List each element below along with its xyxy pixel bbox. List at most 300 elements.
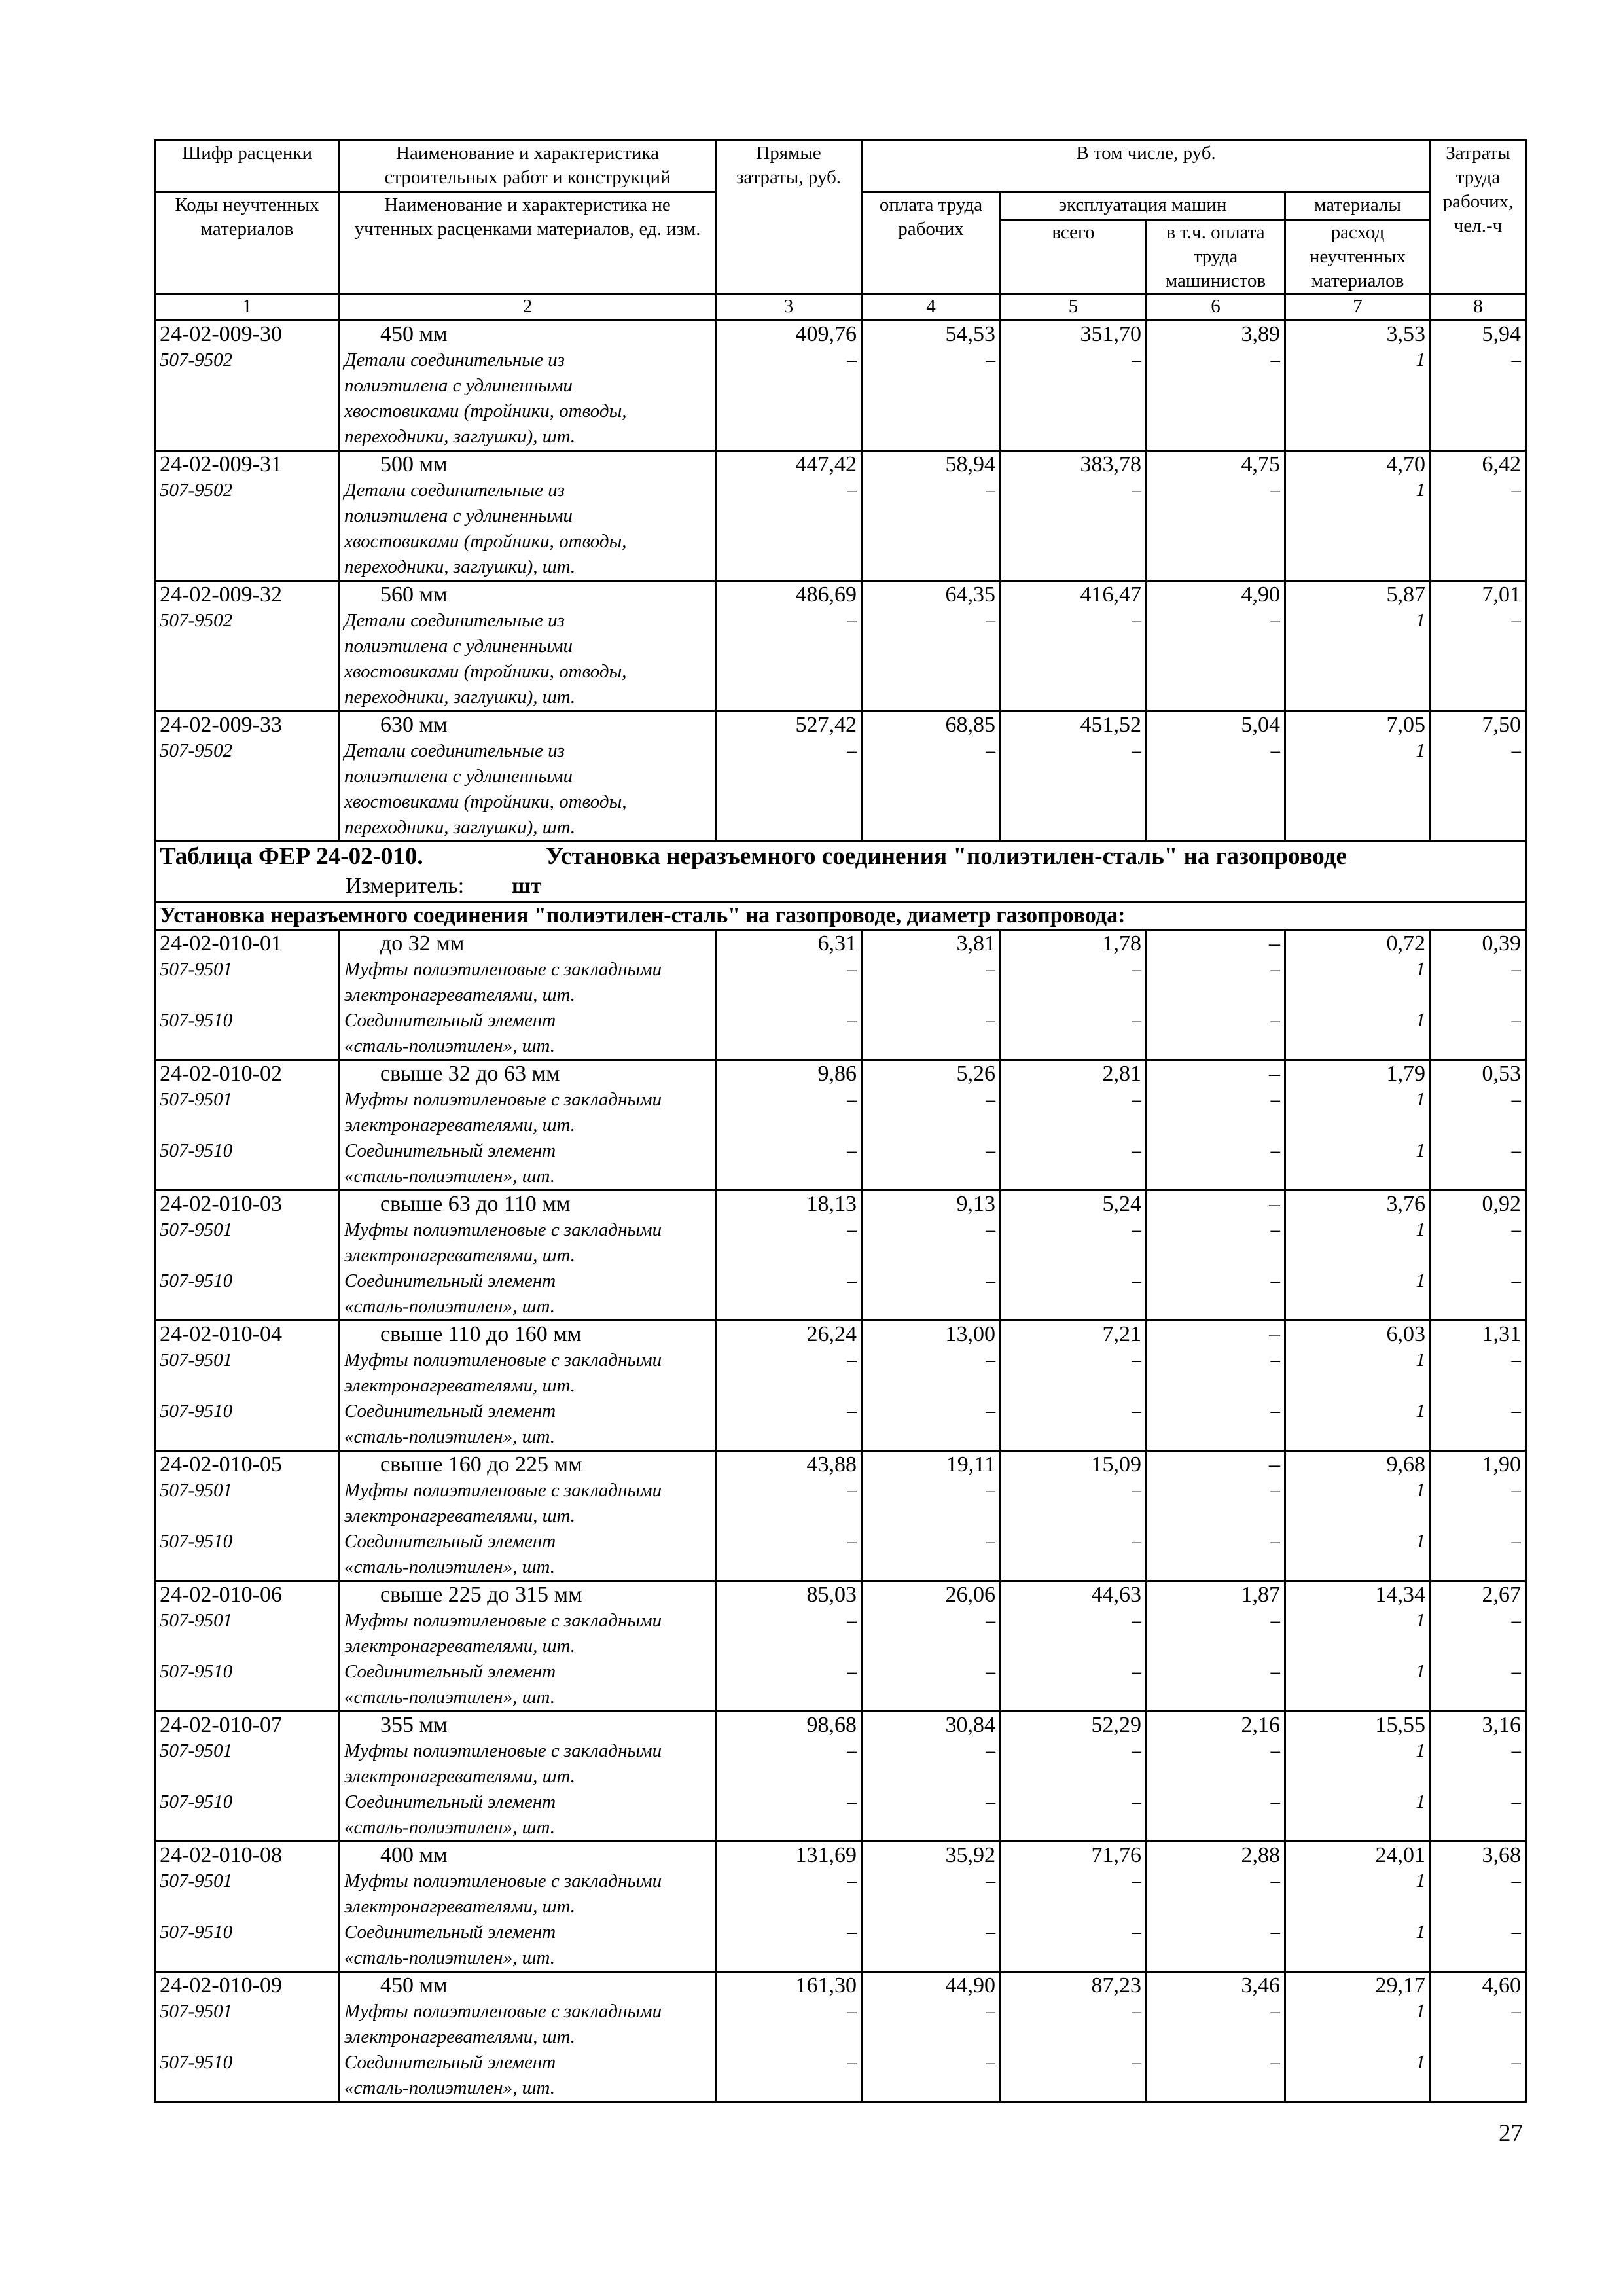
material-code: 507-9502 <box>160 740 233 761</box>
spacer <box>721 1894 857 1920</box>
value: 9,68 <box>1386 1452 1425 1477</box>
value-cell <box>1285 1842 1431 1972</box>
material-value: – <box>986 1922 995 1943</box>
table-id: Таблица ФЕР 24-02-010. <box>160 843 423 870</box>
material-value: – <box>847 1219 857 1240</box>
value: 44,90 <box>945 1973 995 1998</box>
header-machines-labor: в т.ч. оплата труда машинистов <box>1147 220 1285 295</box>
value: 44,63 <box>1091 1583 1141 1607</box>
material-value: 1 <box>1416 1661 1425 1682</box>
material-name: «сталь-полиэтилен», шт. <box>344 1817 556 1838</box>
material-name: «сталь-полиэтилен», шт. <box>344 1426 556 1447</box>
material-value: – <box>1511 2001 1521 2022</box>
material-value: – <box>1270 1791 1280 1812</box>
spacer <box>721 2024 857 2050</box>
value: 1,79 <box>1386 1062 1425 1086</box>
material-name: электронагревателями, шт. <box>344 1505 576 1526</box>
column-number: 7 <box>1285 295 1431 321</box>
value: 2,67 <box>1482 1583 1521 1607</box>
material-code: 507-9502 <box>160 480 233 501</box>
value-cell <box>1285 1321 1431 1451</box>
material-name: электронагревателями, шт. <box>344 1375 576 1396</box>
material-value: 1 <box>1416 1610 1425 1631</box>
material-value: – <box>1511 1350 1521 1371</box>
material-code: 507-9502 <box>160 350 233 370</box>
rate-code-cell <box>155 451 340 581</box>
value: 24,01 <box>1375 1843 1425 1867</box>
header-including: В том числе, руб. <box>862 141 1431 192</box>
material-name: хвостовиками (тройники, отводы, <box>344 791 627 812</box>
material-value: 1 <box>1416 1480 1425 1501</box>
material-value: – <box>847 740 857 761</box>
material-name: хвостовиками (тройники, отводы, <box>344 401 627 422</box>
spacer <box>1435 1373 1521 1399</box>
header-name: Наименование и характеристика строительных работ и конструкций <box>340 141 716 192</box>
material-value: – <box>1270 1480 1280 1501</box>
value-cell <box>1001 1712 1147 1842</box>
value: 0,92 <box>1482 1192 1521 1216</box>
material-value: – <box>986 1661 995 1682</box>
material-value: – <box>1132 610 1141 631</box>
material-value: – <box>1511 1270 1521 1291</box>
rates-table <box>154 139 1527 2103</box>
material-value: – <box>847 1140 857 1161</box>
value-cell <box>862 1321 1001 1451</box>
material-value: – <box>986 1010 995 1031</box>
material-name: «сталь-полиэтилен», шт. <box>344 1556 556 1577</box>
value: 3,76 <box>1386 1192 1425 1216</box>
value-cell <box>1001 1581 1147 1712</box>
material-value: 1 <box>1416 1140 1425 1161</box>
rate-code: 24-02-010-04 <box>160 1322 282 1346</box>
spacer <box>866 1503 995 1529</box>
value-cell <box>862 1451 1001 1581</box>
column-number: 2 <box>340 295 716 321</box>
material-name: «сталь-полиэтилен», шт. <box>344 2077 556 2098</box>
spacer <box>1151 1373 1280 1399</box>
material-name: Соединительный элемент <box>344 1531 556 1552</box>
rate-code-cell <box>155 1321 340 1451</box>
value: – <box>1269 1322 1280 1346</box>
spacer <box>866 1764 995 1789</box>
work-size: 450 мм <box>380 322 448 346</box>
value: 35,92 <box>945 1843 995 1867</box>
value: 161,30 <box>795 1973 857 1998</box>
spacer <box>1005 1764 1141 1789</box>
value-cell <box>716 1191 862 1321</box>
value-cell <box>1147 1321 1285 1451</box>
value: 383,78 <box>1080 452 1141 476</box>
value-cell <box>1285 711 1431 842</box>
spacer <box>1435 1894 1521 1920</box>
value: 7,50 <box>1482 713 1521 737</box>
work-name-cell <box>340 711 716 842</box>
material-value: – <box>1270 1610 1280 1631</box>
material-value: – <box>1132 1089 1141 1110</box>
value: 6,42 <box>1482 452 1521 476</box>
rate-code-cell <box>155 711 340 842</box>
value-cell <box>1431 711 1526 842</box>
material-value: – <box>986 1089 995 1110</box>
work-name-cell <box>340 1842 716 1972</box>
value-cell <box>1285 1972 1431 2102</box>
spacer <box>1435 982 1521 1008</box>
value: 447,42 <box>795 452 857 476</box>
value-cell <box>1431 1451 1526 1581</box>
material-value: – <box>1511 1740 1521 1761</box>
spacer <box>1005 1894 1141 1920</box>
value: 98,68 <box>806 1713 857 1737</box>
page-number: 27 <box>1499 2120 1523 2147</box>
rate-code-cell <box>155 1451 340 1581</box>
value-cell <box>1285 581 1431 711</box>
column-number: 6 <box>1147 295 1285 321</box>
material-value: – <box>1132 1140 1141 1161</box>
value: 13,00 <box>945 1322 995 1346</box>
value: 4,70 <box>1386 452 1425 476</box>
spacer <box>866 1894 995 1920</box>
material-name: электронагревателями, шт. <box>344 1245 576 1266</box>
material-value: – <box>1132 1791 1141 1812</box>
value: 3,81 <box>956 931 995 956</box>
material-name: электронагревателями, шт. <box>344 1636 576 1657</box>
value-cell <box>1001 1451 1147 1581</box>
work-name-cell <box>340 1581 716 1712</box>
value-cell <box>1001 1191 1147 1321</box>
value-cell <box>862 930 1001 1060</box>
material-value: – <box>847 480 857 501</box>
rate-code: 24-02-010-08 <box>160 1843 282 1867</box>
material-name: переходники, заглушки), шт. <box>344 426 576 447</box>
material-name: Соединительный элемент <box>344 1922 556 1943</box>
work-size: свыше 160 до 225 мм <box>380 1452 582 1477</box>
work-size: до 32 мм <box>380 931 465 956</box>
spacer <box>160 1373 334 1399</box>
material-value: – <box>1270 1922 1280 1943</box>
header-codes2: Коды неучтенных материалов <box>155 192 340 295</box>
column-number: 3 <box>716 295 862 321</box>
material-value: – <box>986 1740 995 1761</box>
value: 43,88 <box>806 1452 857 1477</box>
value-cell <box>1001 321 1147 451</box>
value: 30,84 <box>945 1713 995 1737</box>
rate-code: 24-02-009-31 <box>160 452 282 476</box>
spacer <box>1290 1373 1425 1399</box>
material-name: «сталь-полиэтилен», шт. <box>344 1035 556 1056</box>
material-code: 507-9510 <box>160 1531 233 1552</box>
material-name: Соединительный элемент <box>344 1401 556 1422</box>
material-name: полиэтилена с удлиненными <box>344 636 573 656</box>
material-name: электронагревателями, шт. <box>344 1766 576 1787</box>
material-value: – <box>1132 1922 1141 1943</box>
material-value: – <box>1132 1219 1141 1240</box>
rate-code-cell <box>155 1842 340 1972</box>
spacer <box>1290 1243 1425 1268</box>
value-cell <box>1431 1842 1526 1972</box>
spacer <box>1435 1634 1521 1659</box>
material-value: – <box>986 1531 995 1552</box>
material-value: – <box>1511 350 1521 370</box>
spacer <box>1151 1503 1280 1529</box>
material-name: Соединительный элемент <box>344 1270 556 1291</box>
material-value: – <box>847 959 857 980</box>
value-cell <box>1147 581 1285 711</box>
value-cell <box>1431 1712 1526 1842</box>
value-cell <box>1001 451 1147 581</box>
material-value: – <box>1511 1791 1521 1812</box>
rate-code: 24-02-009-30 <box>160 322 282 346</box>
value: 5,24 <box>1102 1192 1141 1216</box>
spacer <box>721 1113 857 1138</box>
material-name: «сталь-полиэтилен», шт. <box>344 1296 556 1317</box>
material-value: – <box>986 2001 995 2022</box>
value-cell <box>716 581 862 711</box>
spacer <box>1151 1894 1280 1920</box>
spacer <box>1151 1634 1280 1659</box>
material-code: 507-9501 <box>160 1219 233 1240</box>
spacer <box>866 1634 995 1659</box>
work-size: 450 мм <box>380 1973 448 1998</box>
material-name: «сталь-полиэтилен», шт. <box>344 1687 556 1708</box>
value-cell <box>862 321 1001 451</box>
value-cell <box>862 1842 1001 1972</box>
material-value: – <box>986 1480 995 1501</box>
spacer <box>1435 1113 1521 1138</box>
material-value: – <box>1511 1922 1521 1943</box>
value-cell <box>1001 711 1147 842</box>
rate-code: 24-02-010-03 <box>160 1192 282 1216</box>
value-cell <box>862 1972 1001 2102</box>
spacer <box>1290 1113 1425 1138</box>
table-row <box>155 711 1526 842</box>
material-value: – <box>986 1270 995 1291</box>
rate-code: 24-02-010-05 <box>160 1452 282 1477</box>
header-materials-use: расход неучтенных материалов <box>1285 220 1431 295</box>
spacer <box>1005 1634 1141 1659</box>
material-value: – <box>847 1531 857 1552</box>
material-value: – <box>1132 2052 1141 2073</box>
value-cell <box>1285 1451 1431 1581</box>
work-name-cell <box>340 451 716 581</box>
material-code: 507-9501 <box>160 2001 233 2022</box>
value-cell <box>1285 321 1431 451</box>
material-value: – <box>1270 480 1280 501</box>
value-cell <box>716 451 862 581</box>
material-name: переходники, заглушки), шт. <box>344 817 576 838</box>
spacer <box>1151 2024 1280 2050</box>
material-value: – <box>847 1740 857 1761</box>
material-value: – <box>986 1871 995 1892</box>
work-name-cell <box>340 321 716 451</box>
spacer <box>721 1243 857 1268</box>
header-materials: материалы <box>1285 192 1431 220</box>
material-value: – <box>1132 1740 1141 1761</box>
material-code: 507-9501 <box>160 1089 233 1110</box>
spacer <box>721 1764 857 1789</box>
material-code: 507-9510 <box>160 1791 233 1812</box>
material-value: 1 <box>1416 1791 1425 1812</box>
value: 2,88 <box>1241 1843 1280 1867</box>
material-value: – <box>1511 740 1521 761</box>
table-row <box>155 1712 1526 1842</box>
material-code: 507-9510 <box>160 1401 233 1422</box>
rate-code-cell <box>155 1191 340 1321</box>
material-value: 1 <box>1416 1531 1425 1552</box>
value: 3,68 <box>1482 1843 1521 1867</box>
material-value: 1 <box>1416 1401 1425 1422</box>
material-value: – <box>847 1871 857 1892</box>
value-cell <box>1001 1060 1147 1191</box>
value: 26,24 <box>806 1322 857 1346</box>
rate-code: 24-02-010-02 <box>160 1062 282 1086</box>
material-value: – <box>1132 1610 1141 1631</box>
value: 15,09 <box>1091 1452 1141 1477</box>
value-cell <box>1285 930 1431 1060</box>
material-code: 507-9501 <box>160 1610 233 1631</box>
material-code: 507-9502 <box>160 610 233 631</box>
material-value: – <box>1132 1531 1141 1552</box>
material-code: 507-9510 <box>160 2052 233 2073</box>
material-value: – <box>1270 1140 1280 1161</box>
header-machines-total: всего <box>1001 220 1147 295</box>
value: 71,76 <box>1091 1843 1141 1867</box>
value: 7,01 <box>1482 583 1521 607</box>
value: 9,86 <box>817 1062 857 1086</box>
material-value: – <box>847 1661 857 1682</box>
material-value: – <box>1270 2052 1280 2073</box>
work-name-cell <box>340 930 716 1060</box>
material-value: 1 <box>1416 1270 1425 1291</box>
material-value: 1 <box>1416 1010 1425 1031</box>
material-value: – <box>847 2001 857 2022</box>
table-row <box>155 1060 1526 1191</box>
material-value: – <box>1132 1871 1141 1892</box>
value: 131,69 <box>795 1843 857 1867</box>
table-title: Установка неразъемного соединения "полиэтилен-сталь" на газопроводе <box>546 843 1347 870</box>
value-cell <box>1147 1451 1285 1581</box>
value: 409,76 <box>795 322 857 346</box>
material-value: – <box>1270 1270 1280 1291</box>
header-machines: эксплуатация машин <box>1001 192 1285 220</box>
value-cell <box>1431 930 1526 1060</box>
value-cell <box>716 1321 862 1451</box>
spacer <box>1290 982 1425 1008</box>
material-value: – <box>1270 1089 1280 1110</box>
value-cell <box>1431 1191 1526 1321</box>
spacer <box>1435 1764 1521 1789</box>
spacer <box>160 1764 334 1789</box>
value: 3,46 <box>1241 1973 1280 1998</box>
value: 19,11 <box>946 1452 995 1477</box>
material-name: Муфты полиэтиленовые с закладными <box>344 2001 662 2022</box>
measure-value: шт <box>512 874 542 898</box>
value: 14,34 <box>1375 1583 1425 1607</box>
value-cell <box>1431 321 1526 451</box>
material-name: Муфты полиэтиленовые с закладными <box>344 1610 662 1631</box>
header-workers: Затраты труда рабочих, чел.-ч <box>1431 141 1526 295</box>
material-value: 1 <box>1416 1740 1425 1761</box>
value: 18,13 <box>806 1192 857 1216</box>
value: – <box>1269 1452 1280 1477</box>
material-value: 1 <box>1416 610 1425 631</box>
value: – <box>1269 1062 1280 1086</box>
material-name: Муфты полиэтиленовые с закладными <box>344 1089 662 1110</box>
material-value: – <box>1132 350 1141 370</box>
material-name: Муфты полиэтиленовые с закладными <box>344 1219 662 1240</box>
value: 3,16 <box>1482 1713 1521 1737</box>
material-code: 507-9501 <box>160 1740 233 1761</box>
rate-code-cell <box>155 930 340 1060</box>
material-value: – <box>1511 1871 1521 1892</box>
material-code: 507-9501 <box>160 1871 233 1892</box>
material-name: хвостовиками (тройники, отводы, <box>344 661 627 682</box>
work-name-cell <box>340 581 716 711</box>
table-row <box>155 1581 1526 1712</box>
value: 0,53 <box>1482 1062 1521 1086</box>
material-value: – <box>1270 2001 1280 2022</box>
table-row <box>155 1321 1526 1451</box>
material-value: – <box>1511 1089 1521 1110</box>
material-name: Детали соединительные из <box>344 350 565 370</box>
value: 87,23 <box>1091 1973 1141 1998</box>
material-code: 507-9510 <box>160 1010 233 1031</box>
value-cell <box>1001 930 1147 1060</box>
material-name: Соединительный элемент <box>344 1140 556 1161</box>
material-value: – <box>847 1791 857 1812</box>
material-value: – <box>1132 959 1141 980</box>
table-row <box>155 451 1526 581</box>
material-value: 1 <box>1416 2001 1425 2022</box>
material-value: – <box>1511 1219 1521 1240</box>
material-name: Детали соединительные из <box>344 610 565 631</box>
material-value: – <box>1270 740 1280 761</box>
material-name: Муфты полиэтиленовые с закладными <box>344 1740 662 1761</box>
work-name-cell <box>340 1451 716 1581</box>
spacer <box>1435 1503 1521 1529</box>
spacer <box>160 1634 334 1659</box>
spacer <box>866 2024 995 2050</box>
measure-line <box>160 871 1521 901</box>
material-value: – <box>986 610 995 631</box>
value-cell <box>1001 1842 1147 1972</box>
value: 52,29 <box>1091 1713 1141 1737</box>
value: 4,75 <box>1241 452 1280 476</box>
material-name: Муфты полиэтиленовые с закладными <box>344 959 662 980</box>
material-value: – <box>1511 1610 1521 1631</box>
value-cell <box>1431 1321 1526 1451</box>
material-value: 1 <box>1416 2052 1425 2073</box>
material-code: 507-9501 <box>160 959 233 980</box>
spacer <box>721 1503 857 1529</box>
value-cell <box>862 1191 1001 1321</box>
value-cell <box>716 1972 862 2102</box>
spacer <box>160 2024 334 2050</box>
material-value: – <box>986 2052 995 2073</box>
material-value: – <box>1270 1740 1280 1761</box>
rate-code-cell <box>155 581 340 711</box>
value: – <box>1269 931 1280 956</box>
material-name: Муфты полиэтиленовые с закладными <box>344 1350 662 1371</box>
header-name2: Наименование и характеристика не учтенных расценками материалов, ед. изм. <box>340 192 716 295</box>
spacer <box>1290 2024 1425 2050</box>
value-cell <box>1285 1712 1431 1842</box>
value: 1,78 <box>1102 931 1141 956</box>
material-value: – <box>986 480 995 501</box>
material-code: 507-9510 <box>160 1661 233 1682</box>
spacer <box>1005 2024 1141 2050</box>
value-cell <box>862 581 1001 711</box>
work-size: свыше 225 до 315 мм <box>380 1583 582 1607</box>
